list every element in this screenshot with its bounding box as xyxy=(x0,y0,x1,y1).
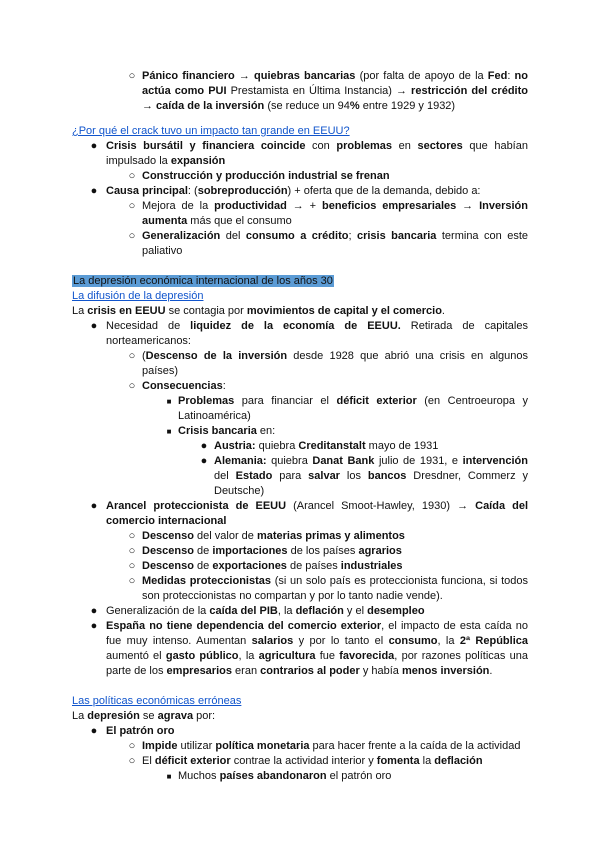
text-run: julio de 1931, e xyxy=(374,455,463,467)
bold-text-run: Arancel proteccionista de EEUU xyxy=(106,500,287,512)
hollow-circle-bullet: ○ xyxy=(128,170,136,182)
text-run: Retirada de capitales norteamericanos: xyxy=(106,320,528,347)
bullet-text xyxy=(142,380,226,392)
bold-text-run: 2ª República xyxy=(459,635,528,647)
intro-politicas xyxy=(72,709,528,724)
text-run: quiebra xyxy=(266,455,313,467)
bold-text-run: salarios xyxy=(251,635,294,647)
bold-text-run: importaciones xyxy=(212,545,288,557)
bullet-text xyxy=(214,440,438,452)
bold-text-run: deflación xyxy=(434,755,483,767)
bullet-panico-financiero xyxy=(72,69,528,114)
text-run: los xyxy=(339,470,368,482)
bold-text-run: Descenso xyxy=(142,530,194,542)
bold-text-run: beneficios empresariales → Inversión aumenta xyxy=(142,200,528,227)
bold-text-run: Problemas xyxy=(178,395,235,407)
bold-text-run: España no tiene dependencia del comercio exterior xyxy=(106,620,382,632)
text-run: y por lo tanto el xyxy=(293,635,389,647)
bullet-deficit-exterior xyxy=(72,754,528,769)
bullet-productividad xyxy=(72,199,528,229)
bold-text-run: fomenta xyxy=(376,755,420,767)
text-run: del valor de xyxy=(193,530,257,542)
bold-text-run: sobreproducción xyxy=(197,185,288,197)
bold-text-run: exportaciones xyxy=(212,560,287,572)
bold-text-run: agrarios xyxy=(358,545,402,557)
hollow-circle-bullet: ○ xyxy=(128,230,136,242)
square-bullet: ■ xyxy=(166,397,172,406)
bullet-text xyxy=(142,230,528,257)
text-run: ( xyxy=(142,350,146,362)
filled-circle-bullet: ● xyxy=(90,725,98,737)
bullet-text xyxy=(106,620,528,677)
bold-text-run: Generalización xyxy=(142,230,221,242)
bold-text-run: depresión xyxy=(87,710,140,722)
text-run: en xyxy=(392,140,418,152)
bold-text-run: Medidas proteccionistas xyxy=(142,575,272,587)
bullet-exportaciones xyxy=(72,559,528,574)
text-run: : xyxy=(507,70,515,82)
text-run: se xyxy=(139,710,158,722)
bold-text-run: problemas xyxy=(336,140,393,152)
bold-text-run: Descenso de la inversión xyxy=(145,350,288,362)
text-run: , por razones políticas una parte de los xyxy=(106,650,529,677)
hollow-circle-bullet: ○ xyxy=(128,740,136,752)
bullet-arancel xyxy=(72,499,528,529)
bold-text-run: Causa principal xyxy=(106,185,188,197)
bold-text-run: gasto público xyxy=(165,650,239,662)
text-run: mayo de 1931 xyxy=(365,440,439,452)
bullet-crisis-bursatil xyxy=(72,139,528,169)
bullet-text xyxy=(142,740,520,752)
heading-crack[interactable] xyxy=(72,124,528,139)
hollow-circle-bullet: ○ xyxy=(128,545,136,557)
bold-text-run: deflación xyxy=(295,605,344,617)
bold-text-run: desempleo xyxy=(367,605,425,617)
bold-text-run: déficit exterior xyxy=(336,395,417,407)
bold-text-run: no actúa como PUI xyxy=(142,70,528,97)
hollow-circle-bullet: ○ xyxy=(128,380,136,392)
bullet-text xyxy=(106,500,528,527)
text-run: La xyxy=(72,305,88,317)
bullet-text xyxy=(142,560,403,572)
bold-text-run: Fed xyxy=(487,70,508,82)
text-run: (se reduce un 94 xyxy=(264,100,350,112)
bold-text-run: Estado xyxy=(235,470,273,482)
bullet-text xyxy=(142,575,528,602)
bold-text-run: Crisis bancaria xyxy=(178,425,257,437)
bullet-text xyxy=(106,140,528,167)
text-run: que habían impulsado la xyxy=(106,140,528,167)
bold-text-run: materias primas y alimentos xyxy=(256,530,405,542)
bullet-austria xyxy=(72,439,528,454)
text-run: se contagia por xyxy=(165,305,247,317)
text-run: , la xyxy=(277,605,296,617)
text-run: : xyxy=(222,380,226,392)
text-run: aumentó el xyxy=(106,650,166,662)
text-run: con xyxy=(305,140,337,152)
text-run: el patrón oro xyxy=(326,770,392,782)
text-run: del xyxy=(220,230,246,242)
bold-text-run: déficit exterior xyxy=(154,755,231,767)
text-run: eran xyxy=(231,665,261,677)
bold-text-run: Danat Bank xyxy=(312,455,375,467)
bold-text-run: Impide xyxy=(142,740,178,752)
text-run: y el xyxy=(343,605,368,617)
bullet-text xyxy=(214,455,528,497)
document-page xyxy=(72,69,528,784)
bullet-impide xyxy=(72,739,528,754)
text-run: Mejora de la xyxy=(142,200,215,212)
bullet-text xyxy=(106,185,481,197)
section-title xyxy=(72,274,528,289)
text-run: El xyxy=(142,755,155,767)
hollow-circle-bullet: ○ xyxy=(128,755,136,767)
hollow-circle-bullet: ○ xyxy=(128,575,136,587)
filled-circle-bullet: ● xyxy=(200,440,208,452)
bullet-descenso-inversion xyxy=(72,349,528,379)
text-run: (si un solo país es proteccionista funciona, si todos son proteccionistas no compartan y por lo tanto nadie vende). xyxy=(142,575,528,602)
bullet-text xyxy=(142,70,528,112)
text-run: la xyxy=(419,755,435,767)
bold-text-run: liquidez de la economía de EEUU. xyxy=(190,320,401,332)
bullet-problemas-deficit xyxy=(72,394,528,424)
bold-text-run: bancos xyxy=(367,470,407,482)
filled-circle-bullet: ● xyxy=(90,500,98,512)
bold-text-run: sectores xyxy=(417,140,463,152)
subheading-difusion-link[interactable]: La difusión de la depresión xyxy=(72,290,204,302)
filled-circle-bullet: ● xyxy=(90,185,98,197)
bullet-medidas-proteccionistas xyxy=(72,574,528,604)
text-run: ; xyxy=(348,230,357,242)
bold-text-run: restricción del crédito → caída de la inversión xyxy=(142,85,528,112)
hollow-circle-bullet: ○ xyxy=(128,200,136,212)
text-run: de xyxy=(193,545,213,557)
text-run: de los países xyxy=(287,545,359,557)
bold-text-run: Creditanstalt xyxy=(298,440,366,452)
bullet-liquidez xyxy=(72,319,528,349)
bold-text-run: expansión xyxy=(170,155,226,167)
text-run: entre 1929 y 1932) xyxy=(359,100,456,112)
bold-text-run: intervención xyxy=(462,455,528,467)
bold-text-run: consumo xyxy=(388,635,438,647)
text-run: , la xyxy=(437,635,460,647)
hollow-circle-bullet: ○ xyxy=(128,350,136,362)
text-run: , la xyxy=(238,650,259,662)
bullet-espana xyxy=(72,619,528,679)
text-run: Necesidad de xyxy=(106,320,191,332)
bullet-text xyxy=(178,425,275,437)
bold-text-run: salvar xyxy=(308,470,340,482)
bold-text-run: agrava xyxy=(157,710,194,722)
bold-text-run: Alemania: xyxy=(214,455,267,467)
square-bullet: ■ xyxy=(166,772,172,781)
text-run: (por falta de apoyo de la xyxy=(355,70,488,82)
text-run: Muchos xyxy=(178,770,220,782)
bold-text-run: Consecuencias xyxy=(142,380,223,392)
filled-circle-bullet: ● xyxy=(90,620,98,632)
bold-text-run: Crisis bursátil y financiera coincide xyxy=(106,140,306,152)
bold-text-run: productividad xyxy=(214,200,287,212)
bullet-text xyxy=(142,545,402,557)
text-run: Prestamista en Última Instancia) → xyxy=(226,85,412,97)
text-run: para financiar el xyxy=(234,395,337,407)
bold-text-run: movimientos de capital y el comercio xyxy=(246,305,442,317)
text-run: para xyxy=(272,470,309,482)
intro-difusion xyxy=(72,304,528,319)
text-run: Dresdner, Commerz y Deutsche) xyxy=(214,470,528,497)
bold-text-run: Caída del comercio internacional xyxy=(106,500,529,527)
square-bullet: ■ xyxy=(166,427,172,436)
bullet-text xyxy=(178,770,391,782)
bullet-text xyxy=(142,200,528,227)
subheading-politicas[interactable] xyxy=(72,694,528,709)
text-run: La xyxy=(72,710,88,722)
text-run: termina con este paliativo xyxy=(142,230,528,257)
text-run: para hacer frente a la caída de la actividad xyxy=(309,740,521,752)
text-run: desde 1928 que abrió una crisis en algunos países) xyxy=(142,350,528,377)
paragraph-text xyxy=(72,305,445,317)
text-run: Generalización de la xyxy=(106,605,210,617)
bold-text-run: Descenso xyxy=(142,545,194,557)
bullet-text xyxy=(178,395,528,422)
bold-text-run: industriales xyxy=(340,560,403,572)
subheading-difusion[interactable] xyxy=(72,289,528,304)
bullet-paises-abandonaron xyxy=(72,769,528,784)
bullet-importaciones xyxy=(72,544,528,559)
filled-circle-bullet: ● xyxy=(90,605,98,617)
text-run: y había xyxy=(359,665,402,677)
paragraph-text xyxy=(72,710,215,722)
bullet-text xyxy=(106,605,425,617)
text-run: más que el consumo xyxy=(187,215,292,227)
filled-circle-bullet: ● xyxy=(90,320,98,332)
text-run: utilizar xyxy=(177,740,216,752)
text-run: ) + oferta que de la demanda, debido a: xyxy=(287,185,481,197)
bullet-text xyxy=(142,170,390,182)
text-run: . xyxy=(489,665,493,677)
bullet-text xyxy=(106,320,528,347)
text-run: (Arancel Smoot-Hawley, 1930) → xyxy=(286,500,476,512)
text-run: contrae la actividad interior y xyxy=(230,755,377,767)
text-run: , el impacto de esta caída no fue muy intenso. Aumentan xyxy=(106,620,528,647)
bullet-construccion xyxy=(72,169,528,184)
text-run: de países xyxy=(286,560,341,572)
bold-text-run: Pánico financiero → quiebras bancarias xyxy=(142,70,356,82)
subheading-politicas-link[interactable]: Las políticas económicas erróneas xyxy=(72,695,242,707)
bold-text-run: Austria: xyxy=(214,440,256,452)
filled-circle-bullet: ● xyxy=(200,455,208,467)
bullet-caida-pib xyxy=(72,604,528,619)
bullet-text xyxy=(142,530,405,542)
bold-text-run: política monetaria xyxy=(215,740,310,752)
bold-text-run: contrarios al poder xyxy=(260,665,360,677)
bold-text-run: crisis en EEUU xyxy=(87,305,166,317)
text-run: → + xyxy=(286,200,322,212)
heading-crack-link[interactable]: ¿Por qué el crack tuvo un impacto tan grande en EEUU? xyxy=(72,125,350,137)
text-run: (en Centroeuropa y Latinoamérica) xyxy=(178,395,528,422)
bold-text-run: países abandonaron xyxy=(219,770,327,782)
bullet-patron-oro xyxy=(72,724,528,739)
section-title-highlight: La depresión económica internacional de los años 30 xyxy=(73,275,333,287)
bullet-text xyxy=(106,725,174,737)
bullet-causa-principal xyxy=(72,184,528,199)
hollow-circle-bullet: ○ xyxy=(128,560,136,572)
bullet-crisis-bancaria xyxy=(72,424,528,439)
bold-text-run: Descenso xyxy=(142,560,194,572)
bold-text-run: agricultura xyxy=(258,650,316,662)
bold-text-run: crisis bancaria xyxy=(356,230,437,242)
hollow-circle-bullet: ○ xyxy=(128,530,136,542)
bold-text-run: El patrón oro xyxy=(106,725,175,737)
bullet-materias-primas xyxy=(72,529,528,544)
text-run: por: xyxy=(193,710,216,722)
text-run: fue xyxy=(315,650,340,662)
bold-text-run: consumo a crédito xyxy=(245,230,349,242)
bullet-alemania xyxy=(72,454,528,499)
text-run: en: xyxy=(256,425,276,437)
text-run: del xyxy=(214,470,236,482)
bold-text-run: caída del PIB xyxy=(209,605,278,617)
bullet-consecuencias xyxy=(72,379,528,394)
text-run: quiebra xyxy=(255,440,299,452)
bold-text-run: % xyxy=(349,100,360,112)
bold-text-run: favorecida xyxy=(339,650,395,662)
bullet-consumo-credito xyxy=(72,229,528,259)
text-run: de xyxy=(193,560,213,572)
bold-text-run: empresarios xyxy=(166,665,232,677)
text-run: : ( xyxy=(187,185,198,197)
bold-text-run: menos inversión xyxy=(401,665,490,677)
bold-text-run: Construcción y producción industrial se frenan xyxy=(142,170,390,182)
filled-circle-bullet: ● xyxy=(90,140,98,152)
hollow-circle-bullet: ○ xyxy=(128,70,136,82)
bullet-text xyxy=(142,350,528,377)
text-run: . xyxy=(441,305,445,317)
bullet-text xyxy=(142,755,483,767)
